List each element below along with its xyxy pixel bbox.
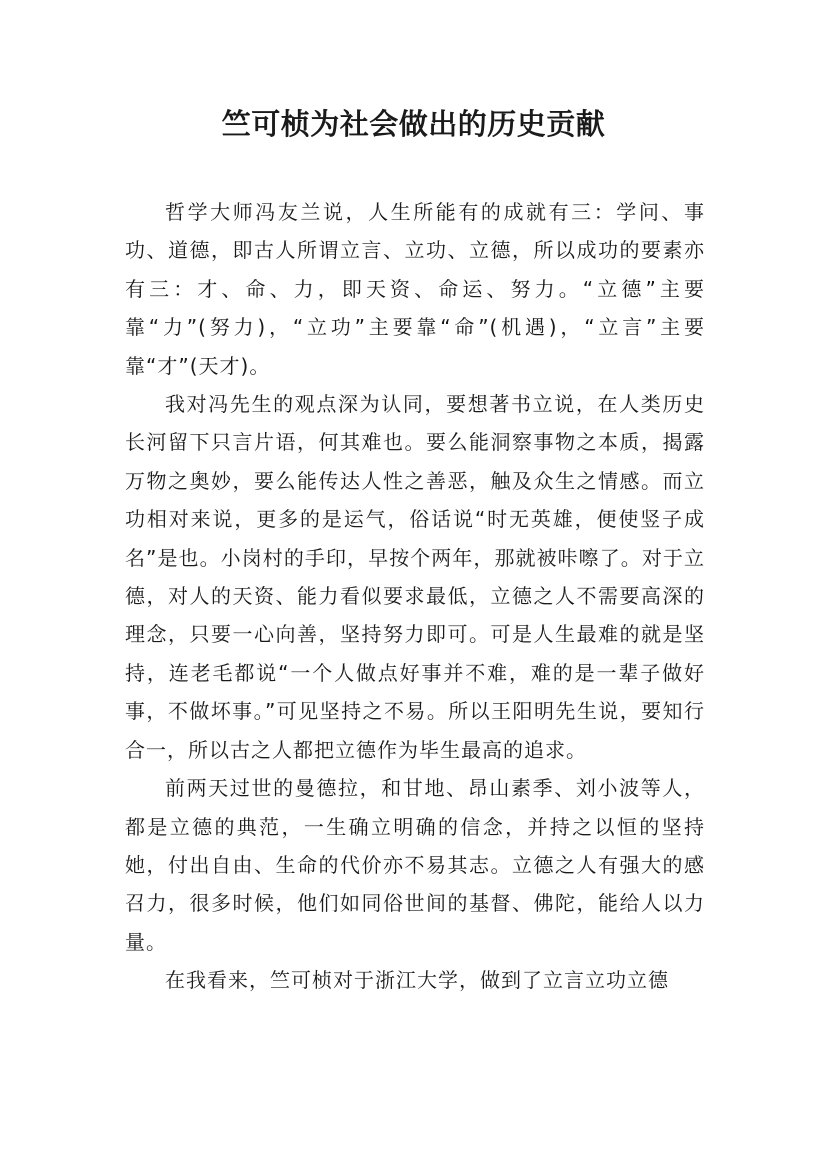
- document-title: 竺可桢为社会做出的历史贡献: [221, 107, 606, 141]
- paragraph: 前两天过世的曼德拉，和甘地、昂山素季、刘小波等人，都是立德的典范，一生确立明确的信念，并持之以恒的坚持她，付出自由、生命的代价亦不易其志。立德之人有强大的感召力，很多时候，他们如同俗世间的基督、佛陀，能给人以力量。: [125, 776, 705, 954]
- paragraph: 我对冯先生的观点深为认同，要想著书立说，在人类历史长河留下只言片语，何其难也。要么能洞察事物之本质，揭露万物之奥妙，要么能传达人性之善恶，触及众生之情感。而立功相对来说，更多的是运气，俗话说“时无英雄，便使竖子成名”是也。小岗村的手印，早按个两年，那就被咔嚓了。对于立德，对人的天资、能力看似要求最低，立德之人不需要高深的理念，只要一心向善，坚持努力即可。可是人生最难的就是坚持，连老毛都说“一个人做点好事并不难，难的是一辈子做好事，不做坏事。”可见坚持之不易。所以王阳明先生说，要知行合一，所以古之人都把立德作为毕生最高的追求。: [125, 392, 705, 762]
- paragraph: 哲学大师冯友兰说，人生所能有的成就有三：学问、事功、道德，即古人所谓立言、立功、立德，所以成功的要素亦有三：才、命、力，即天资、命运、努力。“立德”主要靠“力”(努力)，“立功”主要靠“命”(机遇)，“立言”主要靠“才”(天才)。: [125, 200, 705, 378]
- paragraph: 在我看来，竺可桢对于浙江大学，做到了立言立功立德: [165, 968, 669, 993]
- document-body: [125, 193, 705, 1000]
